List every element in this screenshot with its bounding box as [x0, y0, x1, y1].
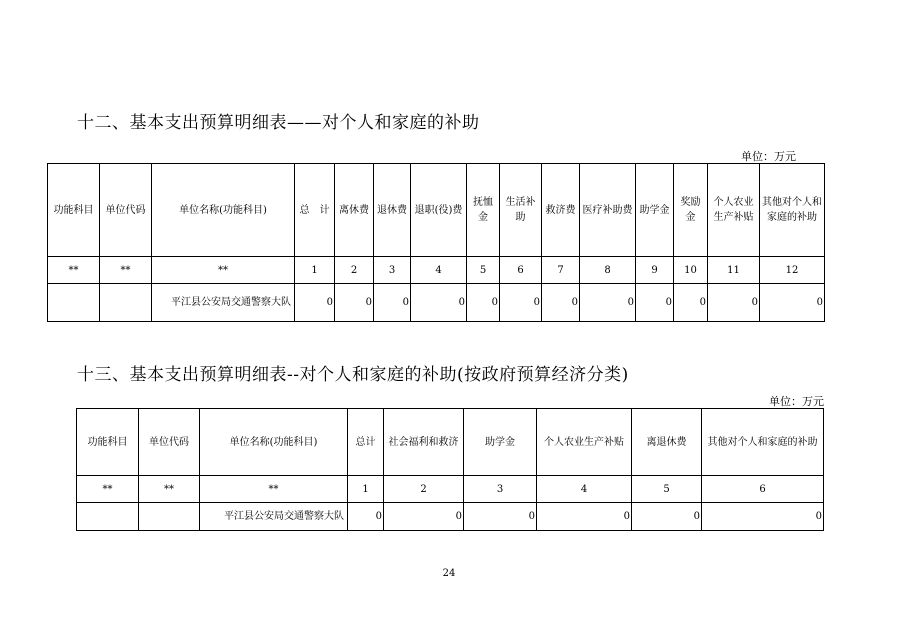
index-cell: 10	[674, 257, 708, 284]
index-cell: **	[152, 257, 295, 284]
section-13-unit-label: 单位：万元	[769, 395, 824, 408]
column-header: 单位名称(功能科目)	[152, 164, 295, 257]
column-header: 功能科目	[77, 409, 139, 476]
column-header: 总计	[348, 409, 384, 476]
column-header: 单位代码	[139, 409, 200, 476]
value-cell: 0	[411, 284, 467, 322]
index-cell: 5	[632, 476, 702, 503]
column-header: 退职(役)费	[411, 164, 467, 257]
table-header-row	[77, 409, 824, 476]
index-cell: 2	[384, 476, 464, 503]
index-cell: **	[200, 476, 348, 503]
value-cell: 0	[335, 284, 374, 322]
value-cell: 0	[537, 503, 632, 531]
index-cell: 3	[374, 257, 411, 284]
value-cell: 0	[467, 284, 500, 322]
column-header: 退休费	[374, 164, 411, 257]
page-number: 24	[442, 568, 456, 579]
value-cell: 0	[636, 284, 674, 322]
value-cell: 0	[760, 284, 825, 322]
column-header: 个人农业生产补贴	[537, 409, 632, 476]
index-cell: 4	[411, 257, 467, 284]
unit-name-cell: 平江县公安局交通警察大队	[200, 503, 348, 531]
function-subject-cell	[77, 503, 139, 531]
index-cell: 3	[464, 476, 537, 503]
table-row	[48, 284, 825, 322]
value-cell: 0	[708, 284, 760, 322]
index-cell: 9	[636, 257, 674, 284]
value-cell: 0	[580, 284, 636, 322]
value-cell: 0	[542, 284, 580, 322]
table-subsidy-by-economic-class	[76, 408, 824, 531]
function-subject-cell	[48, 284, 100, 322]
column-header: 助学金	[464, 409, 537, 476]
column-header: 社会福利和救济	[384, 409, 464, 476]
index-cell: 7	[542, 257, 580, 284]
column-header: 其他对个人和家庭的补助	[702, 409, 824, 476]
table-header-row	[48, 164, 825, 257]
index-cell: 5	[467, 257, 500, 284]
index-cell: 6	[500, 257, 542, 284]
column-header: 单位名称(功能科目)	[200, 409, 348, 476]
index-cell: 8	[580, 257, 636, 284]
index-cell: **	[139, 476, 200, 503]
unit-code-cell	[100, 284, 152, 322]
column-header: 离休费	[335, 164, 374, 257]
column-header: 个人农业生产补贴	[708, 164, 760, 257]
column-header: 总 计	[295, 164, 335, 257]
unit-name-cell: 平江县公安局交通警察大队	[152, 284, 295, 322]
value-cell: 0	[674, 284, 708, 322]
column-header: 其他对个人和家庭的补助	[760, 164, 825, 257]
section-12-unit-label: 单位：万元	[741, 150, 796, 163]
value-cell: 0	[374, 284, 411, 322]
index-cell: 12	[760, 257, 825, 284]
value-cell: 0	[632, 503, 702, 531]
value-cell: 0	[500, 284, 542, 322]
value-cell: 0	[384, 503, 464, 531]
column-header: 单位代码	[100, 164, 152, 257]
column-header: 离退休费	[632, 409, 702, 476]
value-cell: 0	[464, 503, 537, 531]
column-header: 功能科目	[48, 164, 100, 257]
index-cell: 11	[708, 257, 760, 284]
index-cell: 2	[335, 257, 374, 284]
value-cell: 0	[295, 284, 335, 322]
column-header: 抚恤金	[467, 164, 500, 257]
column-index-row	[48, 257, 825, 284]
index-cell: 4	[537, 476, 632, 503]
section-12-title: 十二、基本支出预算明细表——对个人和家庭的补助	[77, 113, 480, 133]
column-header: 医疗补助费	[580, 164, 636, 257]
index-cell: **	[77, 476, 139, 503]
unit-code-cell	[139, 503, 200, 531]
table-personal-family-subsidy	[47, 163, 825, 322]
value-cell: 0	[702, 503, 824, 531]
index-cell: 6	[702, 476, 824, 503]
index-cell: **	[100, 257, 152, 284]
section-13-title: 十三、基本支出预算明细表--对个人和家庭的补助(按政府预算经济分类)	[77, 365, 629, 385]
column-header: 奖励金	[674, 164, 708, 257]
index-cell: 1	[348, 476, 384, 503]
index-cell: **	[48, 257, 100, 284]
column-header: 生活补助	[500, 164, 542, 257]
table-row	[77, 503, 824, 531]
value-cell: 0	[348, 503, 384, 531]
column-index-row	[77, 476, 824, 503]
column-header: 助学金	[636, 164, 674, 257]
column-header: 救济费	[542, 164, 580, 257]
index-cell: 1	[295, 257, 335, 284]
